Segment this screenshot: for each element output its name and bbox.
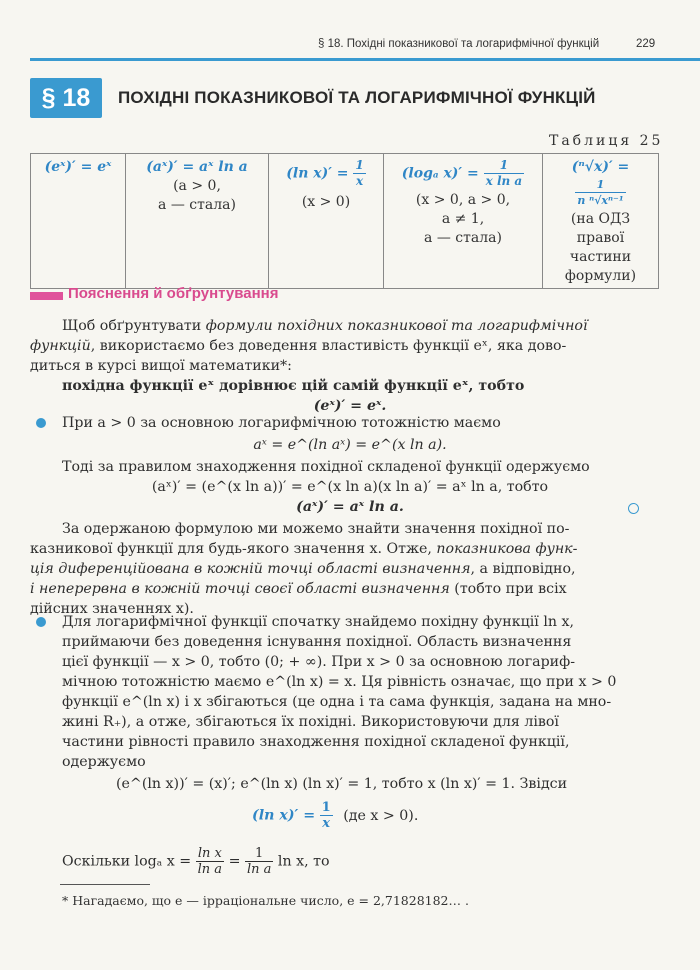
- page-number: 229: [636, 38, 656, 50]
- text-line: одержуємо: [62, 754, 146, 770]
- chapter-title: ПОХІДНІ ПОКАЗНИКОВОЇ ТА ЛОГАРИФМІЧНОЇ ФУНКЦІЙ: [118, 88, 596, 107]
- frac-num: 1: [355, 158, 364, 172]
- text-line: ція диференційована в кожній точці області визначення, а відповідно,: [30, 561, 576, 577]
- condition-line: a — стала): [424, 230, 502, 246]
- condition-line: a — стала): [158, 197, 236, 213]
- condition-line: a ≠ 1,: [441, 211, 485, 227]
- derivatives-table: [30, 153, 659, 289]
- text-line: цієї функції — x > 0, тобто (0; + ∞). При x > 0 за основною логариф-: [62, 654, 576, 670]
- frac-num: 1: [484, 158, 525, 174]
- condition-line: частини: [569, 249, 632, 265]
- table-cell-log: [384, 154, 543, 289]
- text-line: дійсних значеннях x).: [30, 601, 194, 617]
- condition-line: (a > 0,: [173, 178, 221, 194]
- formula-exp: (eˣ)′ = eˣ: [44, 159, 112, 175]
- condition-line: формули): [564, 268, 637, 284]
- formula-ln-derivative: (ln x)′ = $\frac{1}{x}$ (де x > 0).: [252, 800, 419, 831]
- formula-log-change: Оскільки logₐ x = $\frac{\text{ln x}}{\text{ln a}}$ = $\frac{1}{\text{ln a}}$ ln x, то: [62, 846, 330, 877]
- running-header: [318, 38, 599, 50]
- table-cell-exp: [31, 154, 126, 289]
- condition-line: (на ОДЗ правої: [570, 211, 631, 246]
- frac-den: n ⁿ√xⁿ⁻¹: [577, 194, 624, 207]
- text-line: частини рівності правило знаходження похідної складеної функції,: [62, 734, 570, 750]
- text-line: функцій, використаємо без доведення властивість функції eˣ, яка дово-: [30, 338, 567, 354]
- section-marker: [30, 292, 63, 300]
- formula-power-exp: (aˣ)′ = aˣ ln a: [146, 159, 248, 175]
- condition-line: (x > 0, a > 0,: [415, 192, 511, 208]
- formula-lhs: (logₐ x)′ =: [401, 165, 479, 182]
- section-title: Пояснення й обґрунтування: [68, 285, 279, 302]
- formula-exp-derivative: (eˣ)′ = eˣ.: [313, 398, 387, 414]
- formula-ln-chain: (e^(ln x))′ = (x)′; e^(ln x) (ln x)′ = 1, тобто x (ln x)′ = 1. Звідси: [116, 776, 568, 792]
- footnote-rule: [60, 884, 150, 885]
- condition-line: (x > 0): [301, 194, 351, 210]
- running-title: § 18. Похідні показникової та логарифмічної функцій: [318, 38, 600, 50]
- table-cell-root: [543, 154, 659, 289]
- section-badge: § 18: [30, 78, 102, 118]
- frac-den: x ln a: [485, 174, 523, 188]
- text-line: казникової функції для будь-якого значення x. Отже, показникова функ-: [30, 541, 578, 557]
- bullet-icon: [36, 418, 46, 428]
- footnote: * Нагадаємо, що e — ірраціональне число, e = 2,71828182… .: [62, 893, 469, 908]
- bullet-icon: [36, 617, 46, 627]
- text-line: функції e^(ln x) і x збігаються (це одна і та сама функція, задана на мно-: [62, 694, 612, 710]
- text-line: Щоб обґрунтувати формули похідних показникової та логарифмічної: [62, 318, 588, 334]
- formula-lhs: (ⁿ√x)′ =: [571, 159, 630, 175]
- text-line: похідна функції eˣ дорівнює цій самій функції eˣ, тобто: [62, 378, 525, 394]
- table-cell-power-exp: [126, 154, 269, 289]
- text-line: диться в курсі вищої математики*:: [30, 358, 292, 374]
- text-line: За одержаною формулою ми можемо знайти значення похідної по-: [62, 521, 570, 537]
- text-line: мічною тотожністю маємо e^(ln x) = x. Ця рівність означає, що при x > 0: [62, 674, 617, 690]
- text-line: Для логарифмічної функції спочатку знайдемо похідну функції ln x,: [62, 614, 575, 630]
- formula-ln: [272, 158, 380, 189]
- table-caption: Таблиця 25: [549, 133, 664, 149]
- formula-log: [387, 158, 539, 189]
- formula-lhs: (ln x)′ =: [286, 165, 349, 182]
- formula-identity: aˣ = e^(ln aˣ) = e^(x ln a).: [253, 437, 447, 453]
- formula-root: [546, 158, 655, 208]
- text-line: жині R₊), а отже, збігаються їх похідні. Використовуючи для лівої: [62, 714, 559, 730]
- text-line: При a > 0 за основною логарифмічною тотожністю маємо: [62, 415, 501, 431]
- end-marker-icon: [628, 503, 639, 514]
- text-line: приймаючи без доведення існування похідної. Область визначення: [62, 634, 572, 650]
- frac-num: 1: [575, 177, 625, 193]
- header-divider: [30, 58, 700, 61]
- table-cell-ln: [269, 154, 384, 289]
- formula-power-derivative: (aˣ)′ = aˣ ln a.: [296, 499, 404, 515]
- text-line: і неперервна в кожній точці своєї області визначення (тобто при всіх: [30, 581, 567, 597]
- text-line: Тоді за правилом знаходження похідної складеної функції одержуємо: [62, 459, 590, 475]
- frac-den: x: [355, 174, 364, 188]
- formula-chain: (aˣ)′ = (e^(x ln a))′ = e^(x ln a)(x ln a)′ = aˣ ln a, тобто: [151, 479, 549, 495]
